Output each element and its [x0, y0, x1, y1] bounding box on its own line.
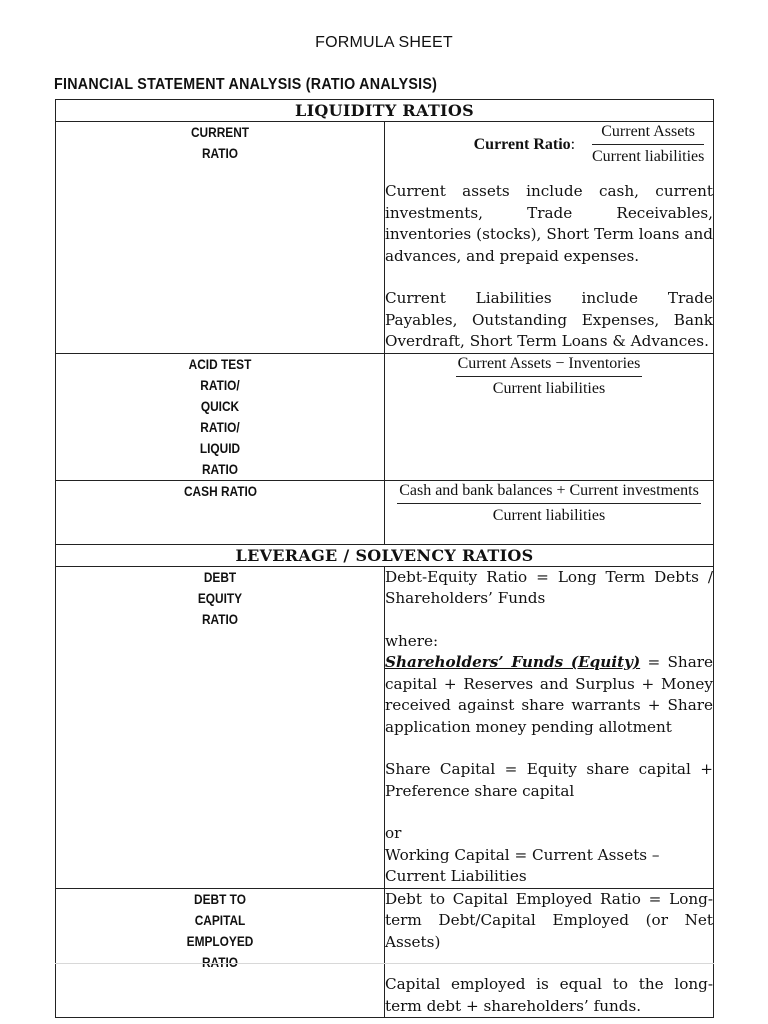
cash-ratio-row: [56, 480, 714, 544]
debt-capital-body: [385, 888, 714, 1018]
debt-equity-label: DEBT EQUITY RATIO: [56, 566, 385, 888]
debt-capital-formula: Debt to Capital Employed Ratio = Long-term Debt/Capital Employed (or Net Assets): [385, 889, 713, 951]
leverage-heading-row: [56, 544, 714, 566]
share-capital-definition: Share Capital = Equity share capital + Preference share capital: [385, 760, 713, 800]
shareholders-funds-def: = Share capital + Reserves and Surplus + Money received against share warrants + Share application money pending allotment: [385, 653, 713, 736]
acid-test-fraction: [456, 354, 643, 399]
cash-ratio-denominator: Current liabilities: [492, 506, 606, 524]
sheet-subtitle: FINANCIAL STATEMENT ANALYSIS (RATIO ANALYSIS): [54, 76, 438, 93]
current-ratio-body: [385, 122, 714, 354]
capital-employed-note: Capital employed is equal to the long-term debt + shareholders’ funds.: [385, 975, 713, 1015]
sheet-title: FORMULA SHEET: [315, 34, 453, 51]
acid-test-body: [385, 353, 714, 480]
liquidity-heading-row: [56, 100, 714, 122]
liquidity-heading: LIQUIDITY RATIOS: [56, 100, 714, 122]
current-assets-note: Current assets include cash, current investments, Trade Receivables, inventories (stocks), Short Term loans and advances, and prepaid expenses.: [385, 182, 713, 265]
current-liabilities-note: Current Liabilities include Trade Payables, Outstanding Expenses, Bank Overdraft, Short Term Loans & Advances.: [385, 289, 713, 350]
current-ratio-denominator: Current liabilities: [591, 148, 705, 165]
cash-ratio-body: [385, 480, 714, 544]
current-ratio-numerator: Current Assets: [592, 122, 704, 145]
acid-test-row: [56, 353, 714, 480]
where-label: where:: [385, 631, 439, 650]
current-ratio-row: [56, 122, 714, 354]
acid-test-label: ACID TEST RATIO/ QUICK RATIO/ LIQUID RATIO: [56, 353, 385, 480]
working-capital-definition: Working Capital = Current Assets – Current Liabilities: [385, 845, 660, 885]
shareholders-funds-term: Shareholders’ Funds (Equity): [385, 653, 641, 671]
leverage-heading: LEVERAGE / SOLVENCY RATIOS: [56, 544, 714, 566]
debt-equity-row: [56, 566, 714, 888]
debt-equity-formula: Debt-Equity Ratio = Long Term Debts / Shareholders’ Funds: [385, 567, 713, 607]
current-ratio-label: CURRENT RATIO: [56, 122, 385, 354]
current-ratio-fraction: [592, 122, 704, 167]
debt-equity-body: [385, 566, 714, 888]
debt-capital-label: DEBT TO CAPITAL EMPLOYED RATIO: [56, 888, 385, 1018]
debt-capital-row: [56, 888, 714, 1018]
current-ratio-formula-label: Current Ratio:: [473, 135, 576, 153]
cash-ratio-fraction: [397, 481, 701, 526]
ratio-table: [55, 99, 714, 1018]
acid-test-numerator: Current Assets − Inventories: [456, 354, 643, 377]
shareholders-funds-definition: [385, 652, 713, 738]
acid-test-denominator: Current liabilities: [492, 379, 606, 397]
current-ratio-formula: [465, 122, 713, 167]
cash-ratio-numerator: Cash and bank balances + Current investments: [397, 481, 701, 504]
or-label: or: [385, 824, 402, 842]
cash-ratio-label: CASH RATIO: [56, 480, 385, 544]
page-divider: [55, 963, 714, 964]
